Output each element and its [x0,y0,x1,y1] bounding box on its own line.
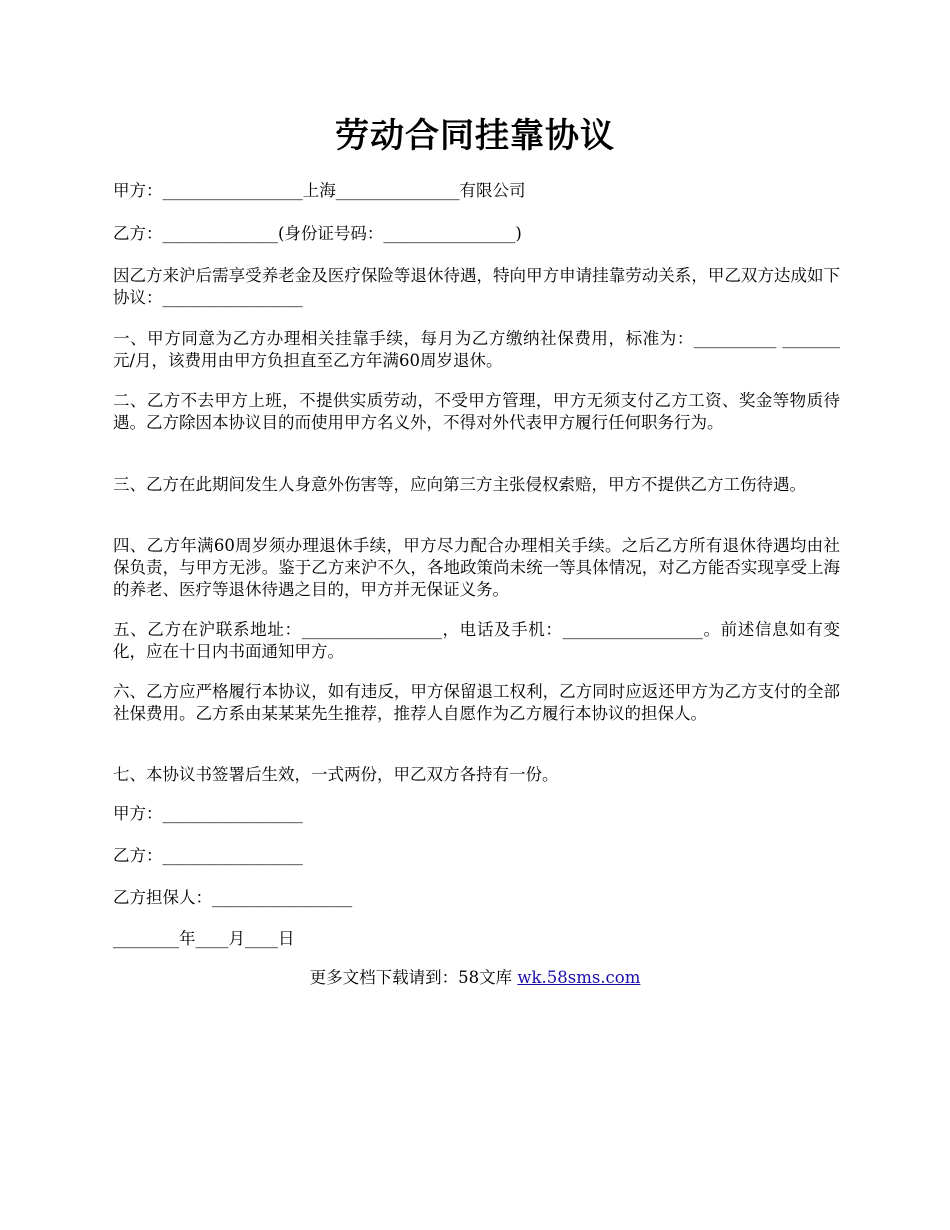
clause-1: 一、甲方同意为乙方办理相关挂靠手续，每月为乙方缴纳社保费用，标准为：__________ _______元/月，该费用由甲方负担直至乙方年满60周岁退休。 [113,329,840,370]
document-title: 劳动合同挂靠协议 [335,116,615,156]
signature-party-b: 乙方：_________________ [113,846,303,865]
footer-text: 更多文档下载请到：58文库 [309,968,518,987]
clause-5: 五、乙方在沪联系地址：_________________，电话及手机：_________________。前述信息如有变化，应在十日内书面通知甲方。 [113,620,840,661]
download-footer [0,966,950,990]
signature-guarantor: 乙方担保人：_________________ [113,888,353,907]
preamble-paragraph: 因乙方来沪后需享受养老金及医疗保险等退休待遇，特向甲方申请挂靠劳动关系，甲乙双方达成如下协议：_________________ [113,266,840,307]
signature-party-a: 甲方：_________________ [113,804,303,823]
clause-7: 七、本协议书签署后生效，一式两份，甲乙双方各持有一份。 [113,765,559,784]
footer-link[interactable]: wk.58sms.com [517,968,641,987]
clause-2: 二、乙方不去甲方上班，不提供实质劳动，不受甲方管理，甲方无须支付乙方工资、奖金等物质待遇。乙方除因本协议目的而使用甲方名义外，不得对外代表甲方履行任何职务行为。 [113,391,840,432]
signature-date: ________年____月____日 [113,929,295,948]
clause-4: 四、乙方年满60周岁须办理退休手续，甲方尽力配合办理相关手续。之后乙方所有退休待遇均由社保负责，与甲方无涉。鉴于乙方来沪不久，各地政策尚未统一等具体情况，对乙方能否实现享受上海的养老、医疗等退休待遇之目的，甲方并无保证义务。 [113,536,840,599]
party-a-line: 甲方：_________________上海_______________有限公司 [113,181,526,200]
clause-3: 三、乙方在此期间发生人身意外伤害等，应向第三方主张侵权索赔，甲方不提供乙方工伤待遇。 [113,475,806,494]
party-b-line: 乙方：______________(身份证号码：________________) [113,224,522,243]
clause-6: 六、乙方应严格履行本协议，如有违反，甲方保留退工权利，乙方同时应返还甲方为乙方支付的全部社保费用。乙方系由某某某先生推荐，推荐人自愿作为乙方履行本协议的担保人。 [113,682,840,723]
